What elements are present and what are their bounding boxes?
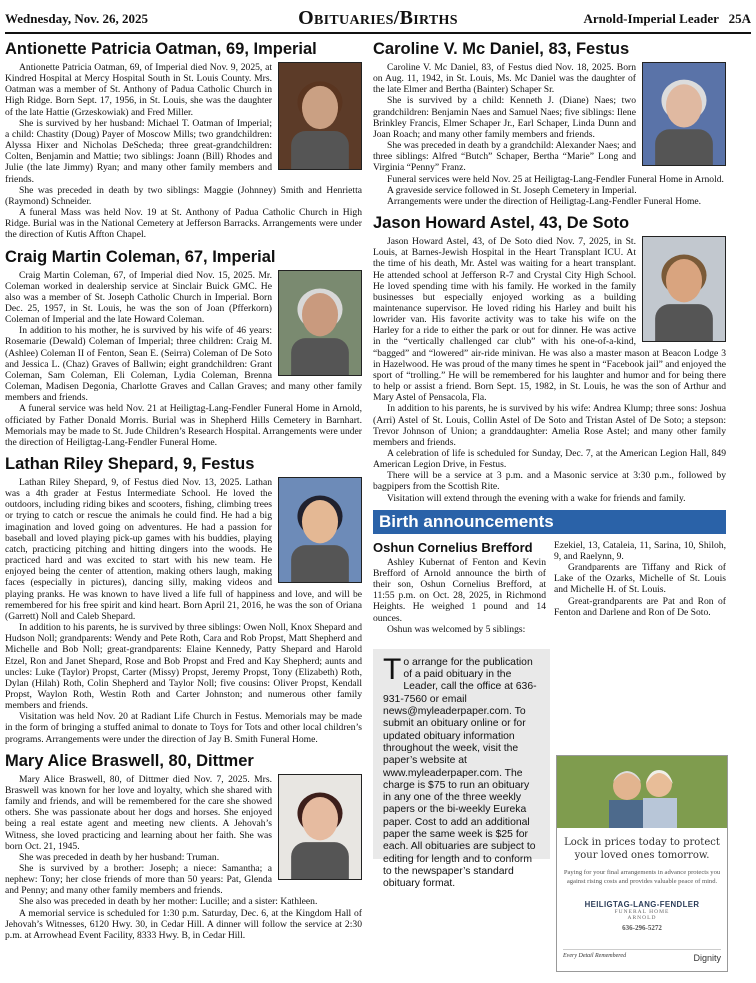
portrait-photo-icon <box>278 774 362 880</box>
obituary-paragraph: In addition to his mother, he is survived by his wife of 46 years: Rosemarie (Dewald) Coleman of Imperial; three children: Craig M. (Ashlee) Coleman II of Fenton, Sean E. (Seirra) Coleman of De Soto and Jessica L. (Chaz) Graves of Ballwin; eight grandchildren: Grant Coleman, Sam Coleman, Eli Coleman, Lydia Coleman, Brenna Coleman, Madisen Degonia, Charlotte Graves and Callan Graves; and many other family members and friends. <box>5 325 362 404</box>
portrait-photo-icon <box>278 270 362 376</box>
ad-headline: Lock in prices today to protect your loved ones tomorrow. <box>564 837 720 861</box>
obituary-paragraph: Jason Howard Astel, 43, of De Soto died Nov. 7, 2025, in St. Louis, at Barnes-Jewish Hospital in the Heart Transplant ICU. At the time of his death, Mr. Astel was waiting for a heart transplant. He attended school at Jefferson R-7 and Crystal City High School. He loved spending time with his family. He worked in the family businesses but especially enjoyed working as a building maintenance supervisor. He loved riding his Harley and built his lowrider van. His favorite activity was to take his wife on the Harley for a ride to either the park or out for dinner. He was active in the “vertically challenged car club” with his one-of-a-kind, “bagged” and “lowered” air-ride minivan. He was also a master mason at Beacon Lodge 3 in Hazelwood. He was proud of the many times he spent in “Facebook jail” and enjoyed the sport of “trolling.” He will be remembered for his laughter and humor and for being there to help or assist a friend. Born Sept. 15, 1982, in St. Louis, he was the son of Arthur and Mary Astel of Pensacola, Fla. <box>373 236 727 404</box>
obituary-paragraph: She is survived by a brother: Joseph; a niece: Samantha; a nephew: Tony; her close friends of more than 50 years: Pat, Glenda and Penny; and many other family members and friends. <box>5 863 272 897</box>
info-text: o arrange for the publication of a paid obituary in the Leader, call the office at 636-931-7560 or email news@myleaderpaper.com. To submit an obituary online or for updated obituary information throughout the week, visit the paper’s website at www.myleaderpaper.com. The charge is $75 to run an obituary in any one of the three weekly papers or the bi-weekly Eureka paper. Cost to add an additional paper the same week is $25 for each. All obituaries are subject to editing for length and to conform to the newspaper’s standard obituary format. <box>383 656 537 890</box>
obituary-paragraph: She was preceded in death by two siblings: Maggie (Johnney) Smith and Henrietta (Raymond) Schneider. <box>5 184 362 207</box>
ad-brand: HEILIGTAG-LANG-FENDLER <box>584 900 700 909</box>
obituary-title: Craig Martin Coleman, 67, Imperial <box>5 247 276 266</box>
obituary-title: Mary Alice Braswell, 80, Dittmer <box>5 751 254 770</box>
portrait-photo-icon <box>642 236 726 342</box>
header-date: Wednesday, Nov. 26, 2025 <box>5 11 149 26</box>
obituary-paragraph: Lathan Riley Shepard, 9, of Festus died Nov. 13, 2025. Lathan was a 4th grader at Festus Intermediate School. He loved the outdoors, including riding bikes and scooters, fishing, climbing trees or trying to catch or rescue the animals he could find. He had a big imagination and loved going on adventures. He had a passion for baseball and loved playing pick-up games with his buddies, playing catch, practicing pitching and hitting dingers into the woods. He practiced hard and was excited to start with his new team. He enjoyed being the center of attention, making others laugh, making faces (especially in pictures), dancing silly, making videos and playing pranks. He was known to have lived a life full of happiness and love, and will be remembered for his free spirit and kind heart. Born April 21, 2016, he was the son of Oriana (Garrett) Noll and Caleb Shepard. <box>5 477 362 622</box>
obituary-info-box <box>373 649 550 890</box>
obituary <box>373 213 726 504</box>
obituary-paragraph: Antionette Patricia Oatman, 69, of Imperial died Nov. 9, 2025, at Kindred Hospital at Mercy Hospital South in St. Louis County. Mrs. Oatman was a member of St. Anthony of Padua Catholic Church in High Ridge. Born Sept. 17, 1956, in St. Louis, she was the daughter of the late Hattie (Grzeskowiak) and Fred Miller. <box>5 62 272 118</box>
obituary <box>373 39 726 207</box>
obituary-title: Caroline V. Mc Daniel, 83, Festus <box>373 40 630 58</box>
obituary-paragraph: Funeral services were held Nov. 25 at Heiligtag-Lang-Fendler Funeral Home in Arnold. <box>387 173 724 185</box>
page-header <box>5 7 751 34</box>
ad-brand-city: ARNOLD <box>627 915 657 921</box>
birth-paragraph: Ezekiel, 13, Cataleia, 11, Sarina, 10, Shiloh, 9, and Raelynn, 9. <box>554 539 726 562</box>
section-title: Obituaries/Births <box>298 7 458 29</box>
obituary-title: Antionette Patricia Oatman, 69, Imperial <box>5 40 317 58</box>
ad-subtext: Paying for your final arrangements in advance protects you against rising costs and provides valuable peace of mind. <box>563 869 721 885</box>
obituary-paragraph: She was preceded in death by her husband: Truman. <box>19 851 220 863</box>
ad-brand-sub: FUNERAL HOME <box>614 909 670 915</box>
obituary-title: Lathan Riley Shepard, 9, Festus <box>5 455 255 473</box>
obituary-paragraph: Arrangements were under the direction of Heiligtag-Lang-Fendler Funeral Home. <box>387 195 702 207</box>
obituary-paragraph: Caroline V. Mc Daniel, 83, of Festus died Nov. 18, 2025. Born on Aug. 11, 1942, in St. Louis, Ms. Mc Daniel was the daughter of the late Elmer and Bertha (Bainter) Schaper Sr. <box>373 62 636 96</box>
header-paper-page: Arnold-Imperial Leader 25A <box>583 11 751 26</box>
ad-tagline: Every Detail Remembered <box>563 953 627 959</box>
portrait-photo-icon <box>278 62 362 170</box>
obituary-paragraph: A celebration of life is scheduled for Sunday, Dec. 7, at the American Legion Hall, 849 American Legion Drive, in Festus. <box>373 448 726 471</box>
funeral-home-ad[interactable] <box>556 755 728 972</box>
birth-paragraph: Oshun was welcomed by 5 siblings: <box>387 623 526 635</box>
birth-column-1 <box>373 539 546 890</box>
obituary-paragraph: She was preceded in death by a grandchild: Alexander Naes; and three siblings: Alfred “Butch” Schaper, Bertha “Marie” Long and Virginia “Penny” Franz. <box>373 140 636 174</box>
obituary-paragraph: She is survived by a child: Kenneth J. (Diane) Naes; two grandchildren: Benjamin Naes and Samuel Naes; five siblings: Ilene Brinkley Francis, Elmer Schaper Jr., Earl Schaper, Linda Dunn and Joan Roach; and many other family members and friends. <box>373 95 636 140</box>
obituary <box>5 751 362 941</box>
obituary-paragraph: Mary Alice Braswell, 80, of Dittmer died Nov. 7, 2025. Mrs. Braswell was known for her love and loyalty, which she shared with family and friends, and will be remembered for the care she showed others. She was passionate about her dogs and horses. She enjoyed being a real estate agent and meeting new clients. A Jehovah’s Witness, she loved practicing and learning about her faith. She was born Oct. 21, 1945. <box>5 773 272 852</box>
obituary-paragraph: A funeral service was held Nov. 21 at Heiligtag-Lang-Fendler Funeral Home in Arnold, officiated by Father Donald Morris. Burial was in Shepherd Hills Cemetery in Barnhart. Memorials may be made to St. Jude Children’s Research Hospital. Arrangements were under the direction of Heiligtag-Lang-Fendler Funeral Home. <box>5 403 362 448</box>
obituary <box>5 39 362 241</box>
obituary-paragraph: A memorial service is scheduled for 1:30 p.m. Saturday, Dec. 6, at the Kingdom Hall of Jehovah’s Witnesses, 6120 Hwy. 30, in Cedar Hill. A dinner will follow the service at 2:30 p.m. at Arrowhead Event Facility, 8333 Hwy. B, in Cedar Hill. <box>5 907 362 941</box>
obituary-paragraph: Visitation was held Nov. 20 at Radiant Life Church in Festus. Memorials may be made in the form of bringing a stuffed animal to donate to Toys for Tots and other local children’s programs. Arrangements were under the direction of Jay B. Smith Funeral Home. <box>5 711 362 745</box>
obituary-paragraph: In addition to his parents, he is survived by three siblings: Owen Noll, Knox Shepard and Hudson Noll; grandparents: Wendy and Pete Roth, Cara and Rob Propst, Matt Shepherd and Michelle and Bob Noll; great-grandparents: Elaine Kennedy, Patty Shepard and Harold Etzel, Ron and Janet Shepard, Rose and Bob Propst and Fred and Kay Shepherd; aunts and uncles: Luke (Taylor) Propst, Carter (Missy) Propst, Jeremy Propst, Tony (Elizabeth) Roth, Dylan (Hilah) Roth, Colin Shepherd and Taylor Noll; five cousins: Oliver Propst, Kendall Propst, Waylon Roth, Westin Roth and Carter Johnston; and numerous other family members and friends. <box>5 622 362 712</box>
obituary <box>5 454 362 745</box>
obituary-title: Jason Howard Astel, 43, De Soto <box>373 214 630 233</box>
birth-title: Oshun Cornelius Brefford <box>373 539 533 555</box>
obituary <box>5 247 362 449</box>
birth-paragraph: Grandparents are Tiffany and Rick of Lake of the Ozarks, Michelle of St. Louis and Michelle H. of St. Louis. <box>554 562 726 596</box>
portrait-photo-icon <box>278 477 362 583</box>
obituary-paragraph: Craig Martin Coleman, 67, of Imperial died Nov. 15, 2025. Mr. Coleman worked in dealership service at Sinclair Buick GMC. He also was a member of St. Joseph Catholic Church in Imperial. Born Dec. 25, 1957, in St. Louis, he was the son of Joan (Pfferkorn) Coleman of Imperial and the late Howard Coleman. <box>5 269 272 326</box>
obituary-paragraph: There will be a service at 3 p.m. and a Masonic service at 3:30 p.m., followed by bagpipers from the Scottish Rite. <box>373 470 726 493</box>
birth-paragraph: Ashley Kubernat of Fenton and Kevin Brefford of Arnold announce the birth of their son, Oshun Cornelius Brefford, at 11:55 p.m. on Oct. 28, 2025, in Richmond Heights. He weighed 1 pound and 14 ounces. <box>373 556 546 624</box>
obituary-paragraph: A funeral Mass was held Nov. 19 at St. Anthony of Padua Catholic Church in High Ridge. Burial was in the National Cemetery at Jefferson Barracks. Arrangements were under the direction of Kutis Affton Chapel. <box>5 207 362 241</box>
ad-footer <box>563 949 721 963</box>
obituary-paragraph: She is survived by her husband: Michael T. Oatman of Imperial; a child: Chastity (Doug) Payer of Moscow Mills; two grandchildren: Alyssa Hixer and Nicholas DeScheda; three great-grandchildren: Colten, Benjamin and Mattie; two siblings: Joann (Bill) Rhodes and Julie (the late Jimmy) Ryan; and many other family members and friends. <box>5 117 272 185</box>
obituary-paragraph: A graveside service followed in St. Joseph Cemetery in Imperial. <box>387 184 637 196</box>
birth-paragraph: Great-grandparents are Pat and Ron of Fenton and Darlene and Ron of De Soto. <box>554 595 726 618</box>
left-column <box>5 39 362 947</box>
birth-announcements-header: Birth announcements <box>373 510 726 534</box>
obituary-paragraph: In addition to his parents, he is survived by his wife: Andrea Klump; three sons: Joshua (Arri) Astel of St. Louis, Collin Astel of De Soto and Tristan Astel of De Soto; a stepson: Trevor Johnson of Union; a granddaughter: Amelia Rose Astel; and many other family members and friends. <box>373 403 726 448</box>
ad-partner: Dignity <box>693 953 721 963</box>
couple-photo-icon <box>557 756 727 828</box>
obituary-paragraph: Visitation will extend through the evening with a wake for friends and family. <box>387 492 686 504</box>
portrait-photo-icon <box>642 62 726 166</box>
ad-phone[interactable]: 636-296-5272 <box>622 924 662 932</box>
drop-cap: T <box>383 652 402 686</box>
obituary-paragraph: She also was preceded in death by her mother: Lucille; and a sister: Kathleen. <box>19 896 318 908</box>
